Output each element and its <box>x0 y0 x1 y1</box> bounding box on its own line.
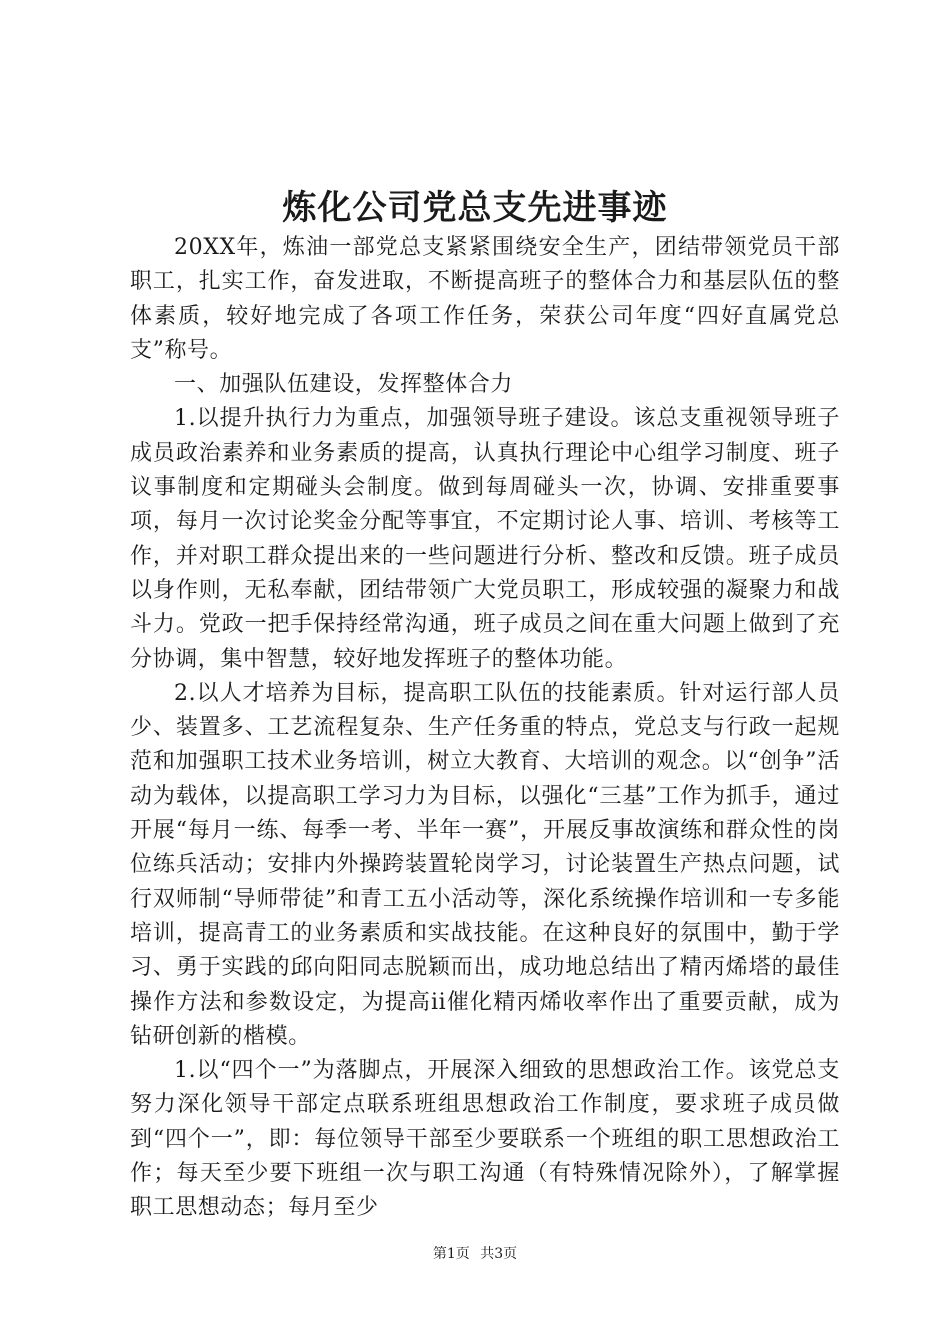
page-number: 第1页 <box>432 1246 470 1262</box>
document-title: 炼化公司党总支先进事迹 <box>282 188 668 228</box>
intro-paragraph: 20XX年，炼油一部党总支紧紧围绕安全生产，团结带领党员干部职工，扎实工作，奋发进取，不断提高班子的整体合力和基层队伍的整体素质，较好地完成了各项工作任务，荣获公司年度“四好直属党总支”称号。 <box>130 235 840 363</box>
document-body <box>130 231 840 1226</box>
section-heading: 一、加强队伍建设，发挥整体合力 <box>174 372 514 398</box>
body-paragraph: 1.以提升执行力为重点，加强领导班子建设。该总支重视领导班子成员政治素养和业务素质的提高，认真执行理论中心组学习制度、班子议事制度和定期碰头会制度。做到每周碰头一次，协调、安排重要事项，每月一次讨论奖金分配等事宜，不定期讨论人事、培训、考核等工作，并对职工群众提出来的一些问题进行分析、整改和反馈。班子成员以身作则，无私奉献，团结带领广大党员职工，形成较强的凝聚力和战斗力。党政一把手保持经常沟通，班子成员之间在重大问题上做到了充分协调，集中智慧，较好地发挥班子的整体功能。 <box>130 406 840 672</box>
body-paragraph: 1.以“四个一”为落脚点，开展深入细致的思想政治工作。该党总支努力深化领导干部定点联系班组思想政治工作制度，要求班子成员做到“四个一”，即：每位领导干部至少要联系一个班组的职工思想政治工作；每天至少要下班组一次与职工沟通（有特殊情况除外），了解掌握职工思想动态；每月至少 <box>130 1058 840 1221</box>
body-paragraph: 2.以人才培养为目标，提高职工队伍的技能素质。针对运行部人员少、装置多、工艺流程复杂、生产任务重的特点，党总支与行政一起规范和加强职工技术业务培训，树立大教育、大培训的观念。以“创争”活动为载体，以提高职工学习力为目标，以强化“三基”工作为抓手，通过开展“每月一练、每季一考、半年一赛”，开展反事故演练和群众性的岗位练兵活动；安排内外操跨装置轮岗学习，讨论装置生产热点问题，试行双师制“导师带徒”和青工五小活动等，深化系统操作培训和一专多能培训，提高青工的业务素质和实战技能。在这种良好的氛围中，勤于学习、勇于实践的邱向阳同志脱颖而出，成功地总结出了精丙烯塔的最佳操作方法和参数设定，为提高ii催化精丙烯收率作出了重要贡献，成为钻研创新的楷模。 <box>130 680 840 1049</box>
page-total: 共3页 <box>480 1246 518 1262</box>
page-footer <box>0 1244 950 1264</box>
